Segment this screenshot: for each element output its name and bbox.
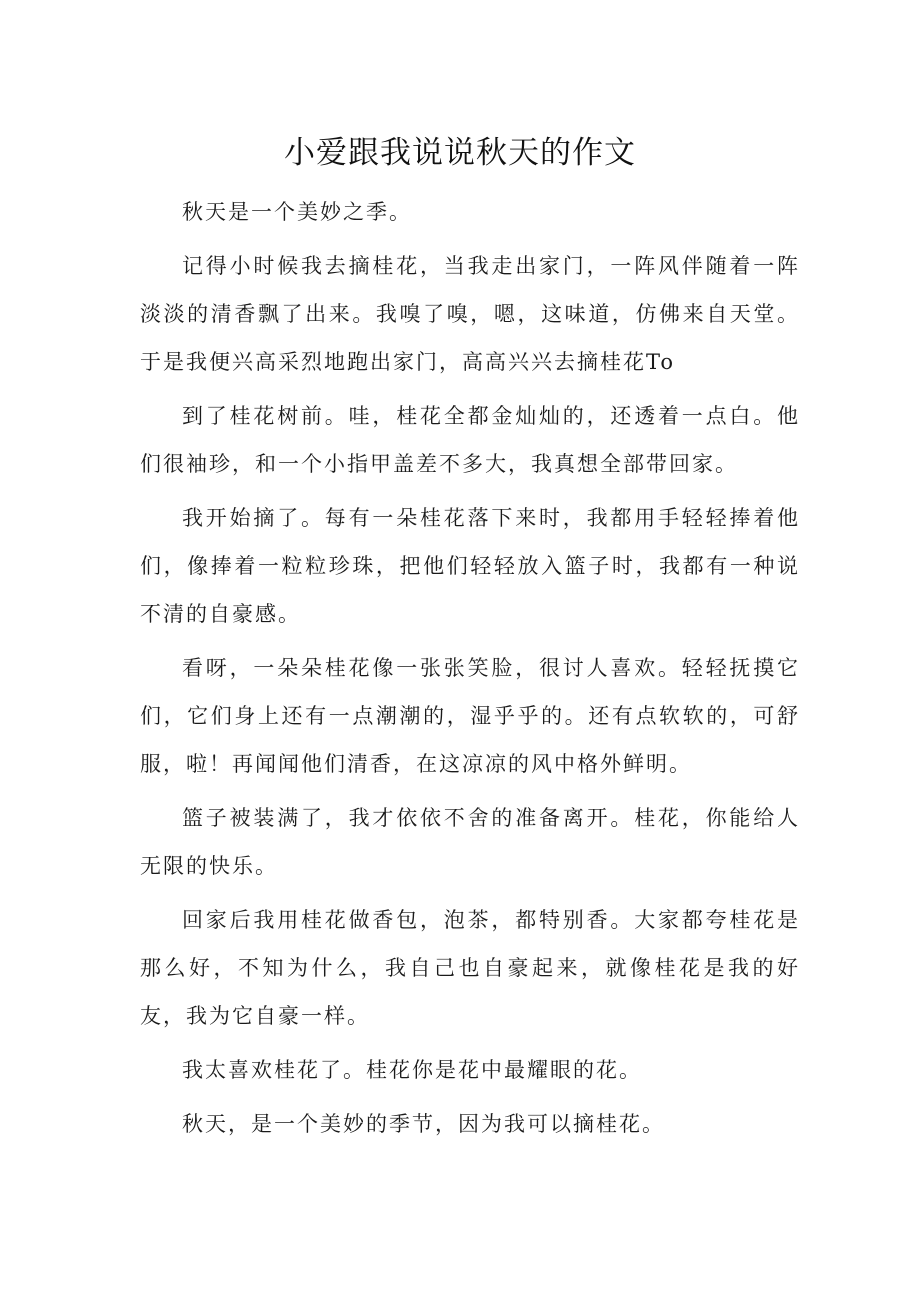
paragraph-5: 看呀，一朵朵桂花像一张张笑脸，很讨人喜欢。轻轻抚摸它们，它们身上还有一点潮潮的，湿乎乎的。还有点软软的，可舒服，啦！再闻闻他们清香，在这凉凉的风中格外鲜明。 bbox=[140, 656, 800, 776]
paragraph-6: 篮子被装满了，我才依依不舍的准备离开。桂花，你能给人无限的快乐。 bbox=[140, 806, 800, 878]
document-title: 小爱跟我说说秋天的作文 bbox=[284, 135, 636, 171]
essay-body bbox=[140, 188, 800, 1154]
paragraph-7: 回家后我用桂花做香包，泡茶，都特别香。大家都夸桂花是那么好，不知为什么，我自己也自豪起来，就像桂花是我的好友，我为它自豪一样。 bbox=[140, 908, 800, 1028]
paragraph-1: 秋天是一个美妙之季。 bbox=[182, 200, 412, 224]
paragraph-9: 秋天，是一个美妙的季节，因为我可以摘桂花。 bbox=[182, 1112, 665, 1136]
paragraph-3: 到了桂花树前。哇，桂花全都金灿灿的，还透着一点白。他们很袖珍，和一个小指甲盖差不多大，我真想全部带回家。 bbox=[140, 404, 800, 476]
paragraph-4: 我开始摘了。每有一朵桂花落下来时，我都用手轻轻捧着他们，像捧着一粒粒珍珠，把他们轻轻放入篮子时，我都有一种说不清的自豪感。 bbox=[140, 506, 800, 626]
paragraph-2: 记得小时候我去摘桂花，当我走出家门，一阵风伴随着一阵淡淡的清香飘了出来。我嗅了嗅，嗯，这味道，仿佛来自天堂。于是我便兴高采烈地跑出家门，高高兴兴去摘桂花To bbox=[140, 254, 800, 374]
paragraph-8: 我太喜欢桂花了。桂花你是花中最耀眼的花。 bbox=[182, 1058, 642, 1082]
